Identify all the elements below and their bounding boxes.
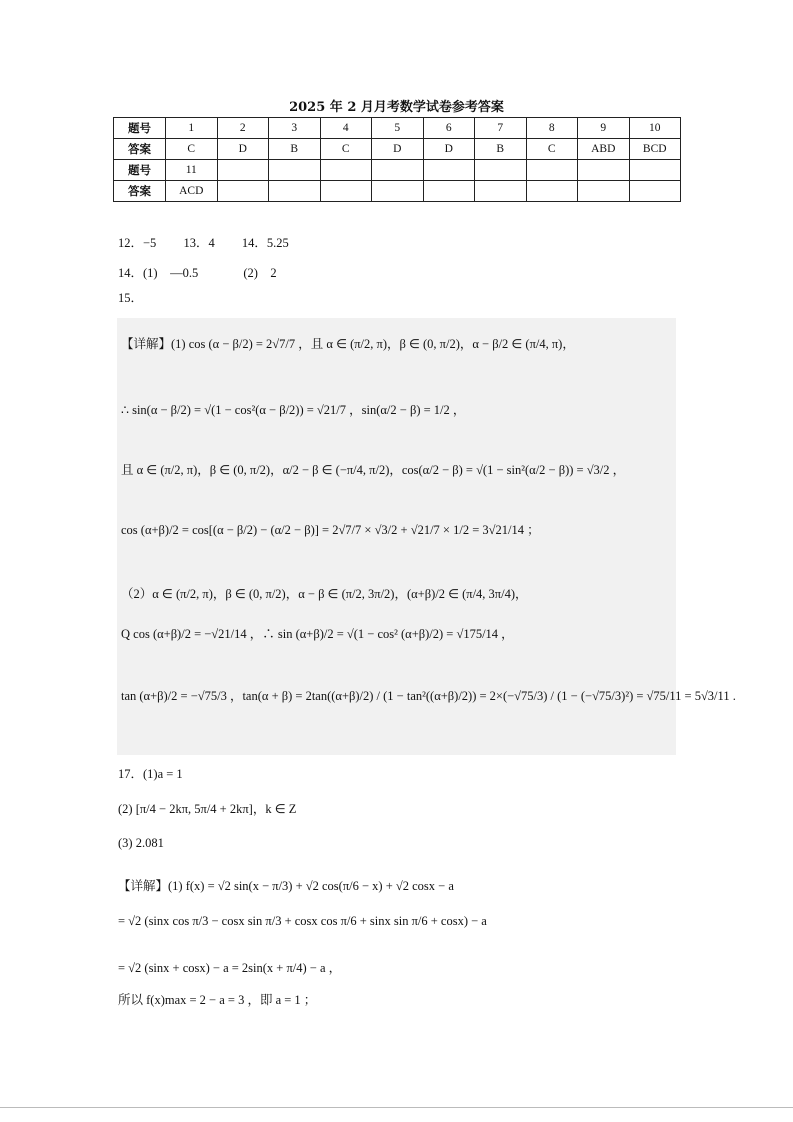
- table-cell: D: [423, 139, 475, 160]
- q17-answer-1: 17．(1)a = 1: [118, 767, 183, 781]
- table-row: [114, 118, 681, 139]
- table-cell: ACD: [166, 181, 218, 202]
- table-cell: [372, 181, 424, 202]
- table-cell: 11: [166, 160, 218, 181]
- answer-table: [113, 117, 681, 202]
- table-cell: D: [372, 139, 424, 160]
- q15-line-1-prefix: 【详解】(1) cos: [121, 337, 206, 351]
- table-cell: 5: [372, 118, 424, 139]
- table-cell: B: [475, 139, 527, 160]
- table-cell: BCD: [629, 139, 681, 160]
- table-cell: [269, 160, 321, 181]
- table-cell: [269, 181, 321, 202]
- q17-answer-2: (2) [π/4 − 2kπ, 5π/4 + 2kπ]，k ∈ Z: [118, 802, 297, 816]
- table-header-cell: 答案: [114, 139, 166, 160]
- fill-in-answers-12-14: [118, 233, 289, 251]
- table-row: [114, 181, 681, 202]
- table-cell: 1: [166, 118, 218, 139]
- table-cell: [423, 160, 475, 181]
- q17-detail-4: 所以 f(x)max = 2 − a = 3 ，即 a = 1 ；: [118, 993, 317, 1007]
- table-cell: [475, 181, 527, 202]
- table-cell: 8: [526, 118, 578, 139]
- table-cell: C: [320, 139, 372, 160]
- q17-detail-1: 【详解】(1) f(x) = √2 sin(x − π/3) + √2 cos(π/6 − x) + √2 cosx − a: [118, 879, 454, 893]
- table-cell: C: [166, 139, 218, 160]
- table-cell: [475, 160, 527, 181]
- answer-q14-part1: 14．(1) —0.5: [118, 266, 199, 280]
- table-cell: 7: [475, 118, 527, 139]
- q17-answer-3: (3) 2.081: [118, 836, 164, 850]
- table-row: [114, 160, 681, 181]
- table-cell: B: [269, 139, 321, 160]
- table-cell: 10: [629, 118, 681, 139]
- table-cell: [578, 181, 630, 202]
- q15-line-7: tan (α+β)/2 = −√75/3 ，tan(α + β) = 2tan((α+β)/2) / (1 − tan²((α+β)/2)) = 2×(−√75/3) / (1 − (−√75/3)²) = √75/11 = 5√3/11 .: [121, 689, 736, 703]
- table-cell: [372, 160, 424, 181]
- q17-detail-2: = √2 (sinx cos π/3 − cosx sin π/3 + cosx cos π/6 + sinx sin π/6 + cosx) − a: [118, 914, 487, 928]
- answer-q13: 13．4: [183, 236, 215, 250]
- table-cell: [217, 181, 269, 202]
- table-cell: [320, 181, 372, 202]
- q15-solution-panel: [117, 318, 736, 755]
- table-cell: D: [217, 139, 269, 160]
- q15-line-1: [121, 334, 575, 352]
- table-cell: [629, 181, 681, 202]
- table-cell: 2: [217, 118, 269, 139]
- table-header-cell: 题号: [114, 160, 166, 181]
- table-cell: [629, 160, 681, 181]
- page-bottom-divider: [0, 1107, 793, 1108]
- table-cell: [578, 160, 630, 181]
- table-cell: [423, 181, 475, 202]
- table-cell: [526, 160, 578, 181]
- q15-line-4: cos (α+β)/2 = cos[(α − β/2) − (α/2 − β)] = 2√7/7 × √3/2 + √21/7 × 1/2 = 3√21/14 ；: [121, 523, 540, 537]
- question-15-label: 15．: [118, 291, 144, 305]
- q15-line-3: 且 α ∈ (π/2, π)，β ∈ (0, π/2)，α/2 − β ∈ (−π/4, π/2)，cos(α/2 − β) = √(1 − sin²(α/2 − β)) = √3/2 ，: [121, 463, 626, 477]
- table-cell: 4: [320, 118, 372, 139]
- table-cell: C: [526, 139, 578, 160]
- page-title: 2025 年 2 月月考数学试卷参考答案: [289, 100, 504, 115]
- fill-in-answers-14b: [118, 263, 277, 281]
- answer-q14-part2: (2) 2: [243, 266, 277, 280]
- answer-q12: 12．−5: [118, 236, 157, 250]
- q15-line-6: Q cos (α+β)/2 = −√21/14 ，∴ sin (α+β)/2 = √(1 − cos² (α+β)/2) = √175/14 ，: [121, 627, 514, 641]
- answer-q14: 14．5.25: [241, 236, 289, 250]
- table-cell: 6: [423, 118, 475, 139]
- table-cell: [217, 160, 269, 181]
- table-header-cell: 题号: [114, 118, 166, 139]
- q17-detail-3: = √2 (sinx + cosx) − a = 2sin(x + π/4) − a ，: [118, 961, 342, 975]
- table-cell: ABD: [578, 139, 630, 160]
- table-cell: [526, 181, 578, 202]
- table-header-cell: 答案: [114, 181, 166, 202]
- table-cell: [320, 160, 372, 181]
- q15-line-5: （2）α ∈ (π/2, π)，β ∈ (0, π/2)，α − β ∈ (π/2, 3π/2)，(α+β)/2 ∈ (π/4, 3π/4)，: [121, 587, 528, 601]
- table-row: [114, 139, 681, 160]
- q15-line-2: ∴ sin(α − β/2) = √(1 − cos²(α − β/2)) = √21/7 ，sin(α/2 − β) = 1/2 ，: [121, 403, 466, 417]
- q15-line-1-eq: (α − β/2) = 2√7/7 ，且 α ∈ (π/2, π)，β ∈ (0, π/2)，α − β/2 ∈ (π/4, π)，: [208, 337, 575, 351]
- table-cell: 3: [269, 118, 321, 139]
- table-cell: 9: [578, 118, 630, 139]
